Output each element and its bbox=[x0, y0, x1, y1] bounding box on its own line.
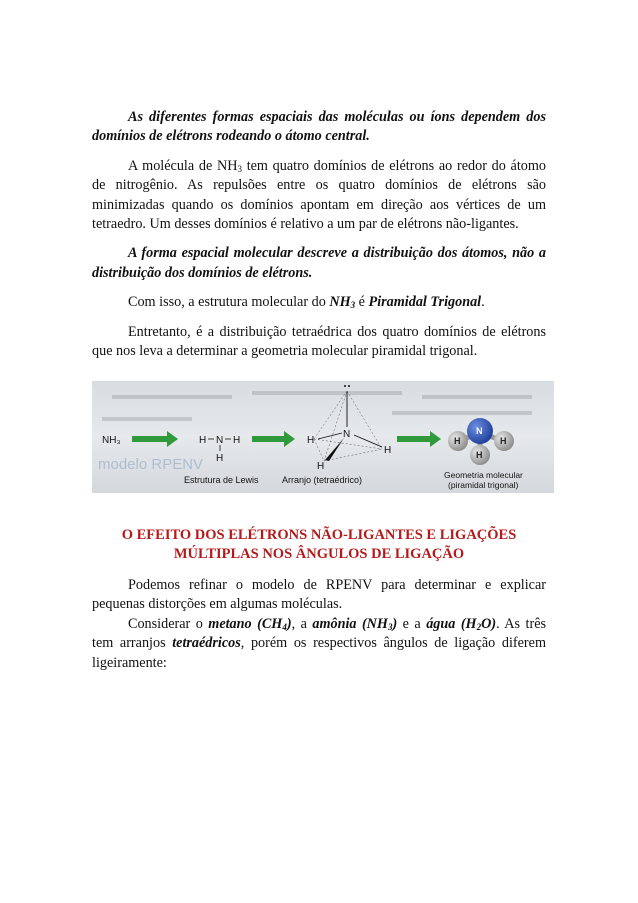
text-section-1 bbox=[92, 108, 546, 361]
subscript: 3 bbox=[387, 621, 393, 632]
shape-name: Piramidal Trigonal bbox=[368, 294, 482, 311]
term-text: amônia (NH bbox=[312, 615, 388, 632]
paragraph-compare bbox=[92, 615, 546, 673]
subscript: 3 bbox=[237, 163, 242, 174]
term-text: água (H bbox=[426, 615, 477, 632]
term-text: metano (CH bbox=[208, 615, 283, 632]
atom-h: H bbox=[317, 461, 325, 472]
paragraph-intro: As diferentes formas espaciais das moléculas ou íons dependem dos domínios de elétrons rodeando o átomo central. bbox=[92, 109, 546, 145]
text-run: A molécula de NH bbox=[128, 157, 238, 174]
text-section-2 bbox=[92, 576, 546, 673]
atom-h-right: H bbox=[233, 435, 241, 446]
text-run: tem quatro domínios de elétrons ao redor do átomo de nitrogênio. As repulsões entre os quatro domínios de elétrons são minimizadas quando os domínios apontam em direção aos vértices de um tetraedro. Um desses domínios é relativo a um par de elétrons não-ligantes. bbox=[92, 157, 546, 233]
text-run: e a bbox=[397, 615, 427, 632]
text-run: é bbox=[355, 294, 369, 311]
atom-h: H bbox=[454, 436, 461, 446]
geometry-label: (piramidal trigonal) bbox=[448, 480, 519, 490]
term-text: O) bbox=[481, 615, 497, 632]
paragraph-conclusion: Entretanto, é a distribuição tetraédrica dos quatro domínios de elétrons que nos leva a determinar a geometria molecular piramidal trigonal. bbox=[92, 323, 546, 360]
nh3-label: NH₃ bbox=[102, 435, 121, 446]
term-tetraedricos: tetraédricos bbox=[172, 635, 241, 652]
paragraph-refine: Podemos refinar o modelo de RPENV para determinar e explicar pequenas distorções em algumas moléculas. bbox=[92, 577, 546, 613]
text-run: , a bbox=[291, 615, 313, 632]
subscript: 4 bbox=[282, 621, 287, 632]
term-amonia bbox=[312, 616, 397, 632]
term-text: ) bbox=[392, 615, 398, 632]
subscript: 3 bbox=[350, 300, 356, 311]
geometry-label: Geometria molecular bbox=[444, 470, 523, 480]
atom-h-left: H bbox=[199, 435, 207, 446]
atom-h: H bbox=[307, 435, 315, 446]
atom-n: N bbox=[476, 426, 483, 436]
paragraph-shape: A forma espacial molecular descreve a distribuição dos átomos, não a distribuição dos domínios de elétrons. bbox=[92, 245, 546, 281]
term-metano bbox=[208, 616, 291, 632]
atom-n: N bbox=[216, 435, 224, 446]
atom-h: H bbox=[500, 436, 507, 446]
nh3-geometry-figure bbox=[92, 381, 554, 493]
text-run: . bbox=[481, 294, 485, 311]
arranjo-label: Arranjo (tetraédrico) bbox=[282, 475, 363, 485]
atom-h: H bbox=[476, 450, 483, 460]
subscript: 2 bbox=[476, 621, 482, 632]
text-run: Com isso, a estrutura molecular do bbox=[128, 294, 330, 311]
atom-n: N bbox=[343, 429, 351, 440]
section-heading bbox=[92, 526, 546, 564]
text-run: . As três tem arranjos bbox=[92, 615, 547, 652]
text-run: , porém os respectivos ângulos de ligação diferem ligeiramente: bbox=[92, 635, 546, 671]
paragraph-nh3-domains bbox=[92, 157, 546, 235]
heading-line: MÚLTIPLAS NOS ÂNGULOS DE LIGAÇÃO bbox=[173, 546, 465, 562]
paragraph-structure bbox=[92, 293, 546, 312]
atom-h-bottom: H bbox=[216, 453, 224, 464]
term-agua bbox=[426, 616, 496, 632]
formula-text: NH bbox=[329, 294, 351, 311]
term-text: ) bbox=[286, 615, 292, 632]
formula-nh3 bbox=[329, 294, 355, 310]
heading-line: O EFEITO DOS ELÉTRONS NÃO-LIGANTES E LIGAÇÕES bbox=[121, 527, 517, 543]
bg-heading: modelo RPENV bbox=[98, 456, 204, 473]
lewis-label: Estrutura de Lewis bbox=[184, 475, 259, 485]
atom-h: H bbox=[384, 445, 392, 456]
text-run: Considerar o bbox=[128, 615, 209, 632]
